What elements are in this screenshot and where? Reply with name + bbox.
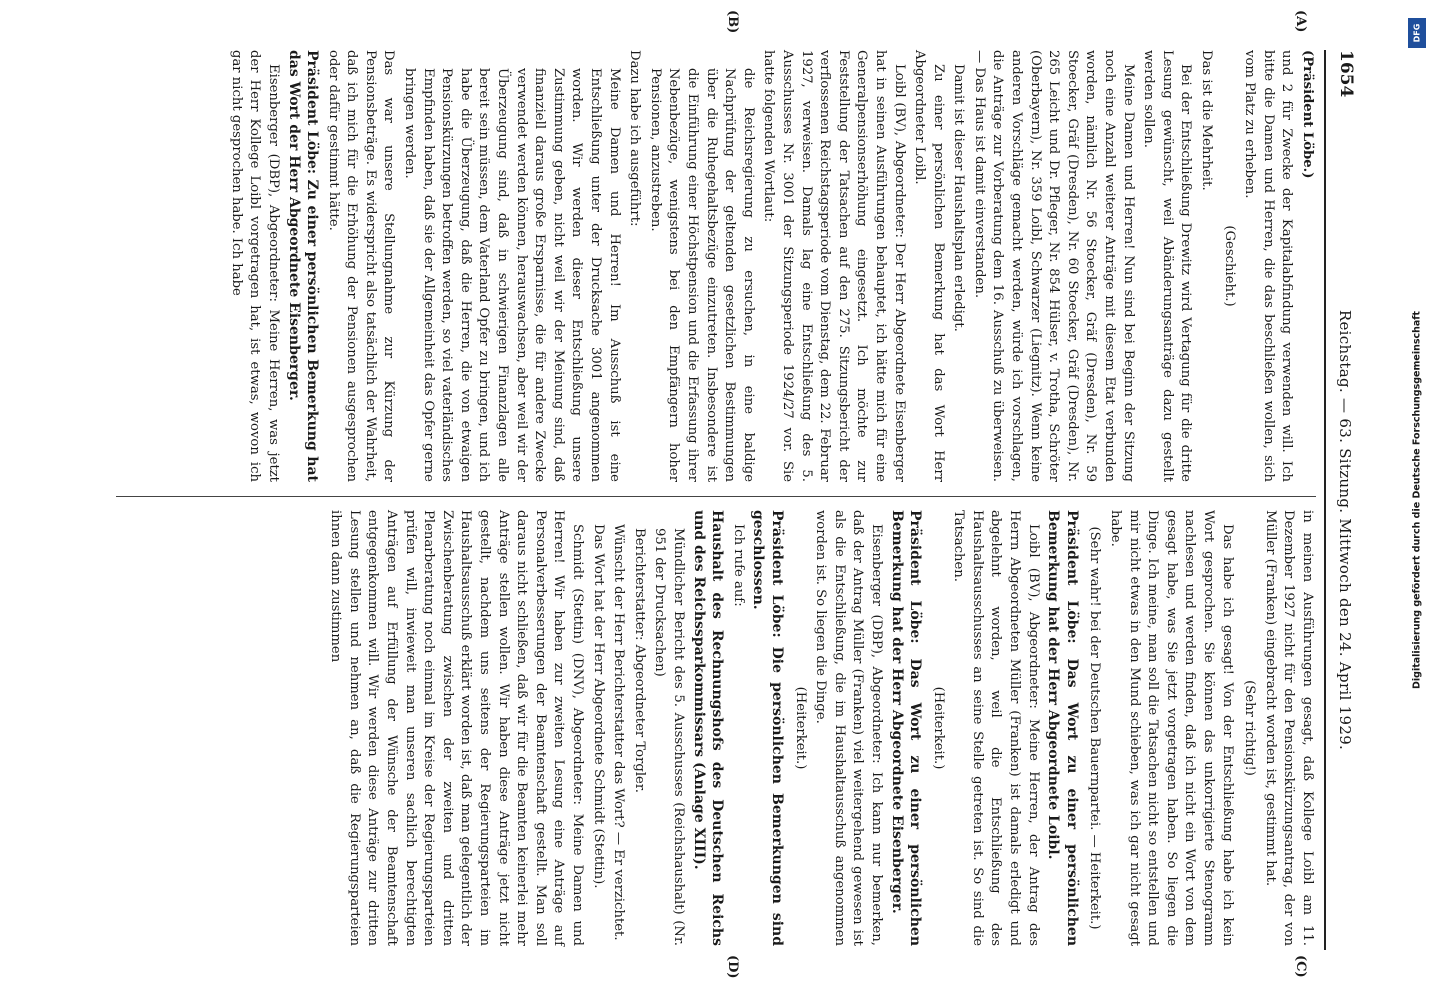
text-column-right bbox=[324, 510, 1316, 946]
speaker-paragraph: Präsident Löbe: Das Wort zu einer persönlichen Bemerkung hat der Herr Abgeordnete Eisenberger. bbox=[888, 510, 924, 946]
paragraph: und 2 für Zwecke der Kapitalabfindung verwenden will. Ich bitte die Damen und Herren, die das beschließen wollen, sich vom Platz zu erheben. bbox=[1242, 50, 1295, 482]
stage-direction: (Heiterkeit.) bbox=[792, 686, 808, 770]
speaker-tag: (Präsident Löbe.) bbox=[1300, 50, 1315, 179]
paragraph: Das habe ich gesagt! Von der Entschließung habe ich kein Wort gesprochen. Sie können das unkorrigierte Stenogramm nachlesen und werden finden, daß ich nicht ein Wort von dem gesagt habe, was Sie jetzt vorgetragen haben. So liegen die Dinge. Ich meine, man soll die Tatsachen nicht so entstellen und mir nicht etwas in den Mund schieben, was ich gar nicht gesagt habe. bbox=[1108, 510, 1235, 946]
speaker-paragraph: Präsident Löbe: Das Wort zu einer persönlichen Bemerkung hat der Herr Abgeordnete Loibl. bbox=[1045, 510, 1080, 946]
stage-direction: (Sehr richtig!) bbox=[1242, 680, 1258, 776]
stage-direction: (Heiterkeit.) bbox=[930, 686, 946, 770]
margin-marker-b: (B) bbox=[725, 10, 740, 34]
paragraph: Mündlicher Bericht des 5. Ausschusses (Reichshaushalt) (Nr. 951 der Drucksachen) bbox=[652, 528, 686, 946]
paragraph: Wünscht der Herr Berichterstatter das Wort? — Er verzichtet. bbox=[611, 524, 627, 941]
speaker-paragraph: Präsident Löbe: Die persönlichen Bemerkungen sind geschlossen. bbox=[750, 510, 785, 946]
paragraph: Damit ist dieser Haushaltsplan erledigt. bbox=[951, 64, 967, 332]
header-rule bbox=[1324, 50, 1326, 950]
paragraph: Bei der Entschließung Drewitz wird Vertagung für die dritte Lesung gewünscht, weil Abänderungsanträge dazu gestellt werden sollen. bbox=[1141, 50, 1194, 482]
speech-paragraph: Loibl (BV), Abgeordneter: Meine Herren, der Antrag des Herrn Abgeordneten Müller (Franken) ist damals erledigt und abgelehnt worden, weil die Entschließung des Haushaltsausschusses an seine Stelle getreten ist. So sind die Tatsachen. bbox=[951, 510, 1041, 946]
speaker-paragraph: Präsident Löbe: Zu einer persönlichen Bemerkung hat das Wort der Herr Abgeordnete Eisenberger. bbox=[285, 50, 321, 482]
paragraph: Das war unsere Stellungnahme zur Kürzung der Pensionsbeträge. Es widerspricht also tatsächlich der Wahrheit, daß ich mich für die Erhöhung der Pensionen ausgesprochen oder dafür gestimmt hätte. bbox=[325, 50, 397, 482]
page-number: 1654 bbox=[1336, 50, 1356, 98]
paragraph: in meinen Ausführungen gesagt, daß Kollege Loibl am 11. Dezember 1927 nicht für den Pensionskürzungsantrag, der von Müller (Franken) eingebracht worden ist, gestimmt hat. bbox=[1262, 510, 1315, 946]
agenda-item-title: Haushalt des Rechnungshofs des Deutschen Reichs und des Reichssparkommissars (Anlage XIII). bbox=[690, 510, 726, 946]
paragraph: Berichterstatter: Abgeordneter Torgler. bbox=[631, 528, 647, 793]
page-header bbox=[1326, 50, 1360, 950]
paragraph: Das ist die Mehrheit. bbox=[1199, 50, 1215, 191]
speech-paragraph: Eisenberger (DBP), Abgeordneter: Meine Herren, was jetzt der Herr Kollege Loibl vorgetragen hat, ist etwas, wovon ich gar nicht gesprochen habe. Ich habe bbox=[228, 50, 281, 482]
document-page bbox=[100, 10, 1360, 979]
margin-marker-d: (D) bbox=[725, 955, 740, 979]
speech-paragraph: Schmidt (Stettin) (DNV), Abgeordneter: Meine Damen und Herren! Wir haben zur zweiten Lesung eine Anträge auf Personalverbesserungen der Beamtenschaft gestellt. Man soll daraus nicht schließen, daß wir für die Beamten keinerlei mehr Anträge stellen wollen. Wir haben diese Anträge jetzt nicht gestellt, nachdem uns seitens der Regierungsparteien im Haushaltsausschuß erklärt worden ist, daß man gelegentlich der Zwischenberatung zwischen der zweiten und dritten Plenarberatung noch einmal im Kreise der Regierungsparteien prüfen will, inwieweit man unseren sachlich berechtigten Anträgen auf Erfüllung der Wünsche der Beamtenschaft entgegenkommen will. Wir werden diese Anträge zur dritten Lesung stellen und nehmen an, daß die Regierungsparteien ihnen dann zustimmen bbox=[328, 510, 586, 946]
stage-direction: (Geschieht.) bbox=[1221, 225, 1237, 307]
margin-marker-c: (C) bbox=[1293, 955, 1308, 978]
paragraph: Zu einer persönlichen Bemerkung hat das Wort Herr Abgeordneter Loibl. bbox=[912, 50, 946, 482]
credit-text: Digitalisierung gefördert durch die Deutsche Forschungsgemeinschaft bbox=[1411, 311, 1423, 689]
digitization-credit bbox=[1404, 10, 1430, 990]
margin-marker-a: (A) bbox=[1293, 10, 1308, 33]
quotation: die Reichsregierung zu ersuchen, in eine baldige Nachprüfung der geltenden gesetzlichen Bestimmungen über die Ruhegehaltsbezüge einzutreten. Insbesondere ist die Einführung einer Höchstpension und die Erfassung ihrer Nebenbezüge, wenigstens bei den Empfängern hoher Pensionen, anzustreben. bbox=[647, 68, 756, 482]
quotation: Meine Damen und Herren! Im Ausschuß ist eine Entschließung unter der Drucksache 3001 angenommen worden. Wir werden dieser Entschließung unsere Zustimmung geben, nicht weil wir der Meinung sind, daß finanziell daraus große Ersparnisse, die für andere Zwecke verwendet werden können, herauswachsen, aber weil wir der Überzeugung sind, daß in schwierigen Finanzlagen alle bereit sein müssen, dem Vaterland Opfer zu bringen, und ich habe die Überzeugung, daß die Herren, die von etwaigen Pensionskürzungen betroffen werden, so viel vaterländisches Empfinden haben, daß sie der Allgemeinheit das Opfer gerne bringen werden. bbox=[402, 68, 622, 482]
paragraph: Dazu habe ich ausgeführt: bbox=[627, 50, 643, 227]
stage-direction: (Sehr wahr! bei der Deutschen Bauernpartei. — Heiterkeit.) bbox=[1087, 526, 1103, 930]
paragraph: Ich rufe auf: bbox=[730, 524, 746, 607]
paragraph: Das Wort hat der Herr Abgeordnete Schmidt (Stettin). bbox=[590, 524, 606, 889]
paragraph: Meine Damen und Herren! Nun sind bei Beginn der Sitzung noch eine Anzahl weiterer Anträge mit diesem Etat verbunden worden, nämlich Nr. 56 Stoecker, Gräf (Dresden), Nr. 59 Stoecker, Gräf (Dresden), Nr. 60 Stoecker, Gräf (Dresden), Nr. 265 Leicht und Dr. Pfleger, Nr. 854 Hülser, v. Trotha, Schröter (Oberbayern), Nr. 359 Loibl, Schwarzer (Liegnitz). Wenn keine anderen Vorschläge gemacht werden, würde ich vorschlagen, die Anträge zur Vorberatung dem 16. Ausschuß zu überweisen. — Das Haus ist damit einverstanden. bbox=[971, 50, 1136, 482]
page-title: Reichstag. — 63. Sitzung. Mittwoch den 24. April 1929. bbox=[1336, 309, 1354, 751]
column-divider bbox=[116, 496, 1316, 497]
speech-paragraph: Loibl (BV), Abgeordneter: Der Herr Abgeordnete Eisenberger hat in seinen Ausführungen behauptet, ich hätte mich für eine Generalpensionserhöhung eingesetzt. Ich möchte zur Feststellung der Tatsachen auf den 275. Sitzungsbericht der verflossenen Reichstagsperiode vom Dienstag, dem 22. Februar 1927, verweisen. Damals lag eine Entschließung des 5. Ausschusses Nr. 3001 der Sitzungsperiode 1924/27 vor. Sie hatte folgenden Wortlaut: bbox=[761, 50, 907, 482]
text-column-left bbox=[224, 50, 1316, 482]
speech-paragraph: Eisenberger (DBP), Abgeordneter: Ich kann nur bemerken, daß der Antrag Müller (Franken) viel weitergehend gewesen ist als die Entschließung, die im Haushaltausschuß angenommen worden ist. So liegen die Dinge. bbox=[813, 510, 884, 946]
dfg-logo: DFG bbox=[1408, 18, 1426, 48]
